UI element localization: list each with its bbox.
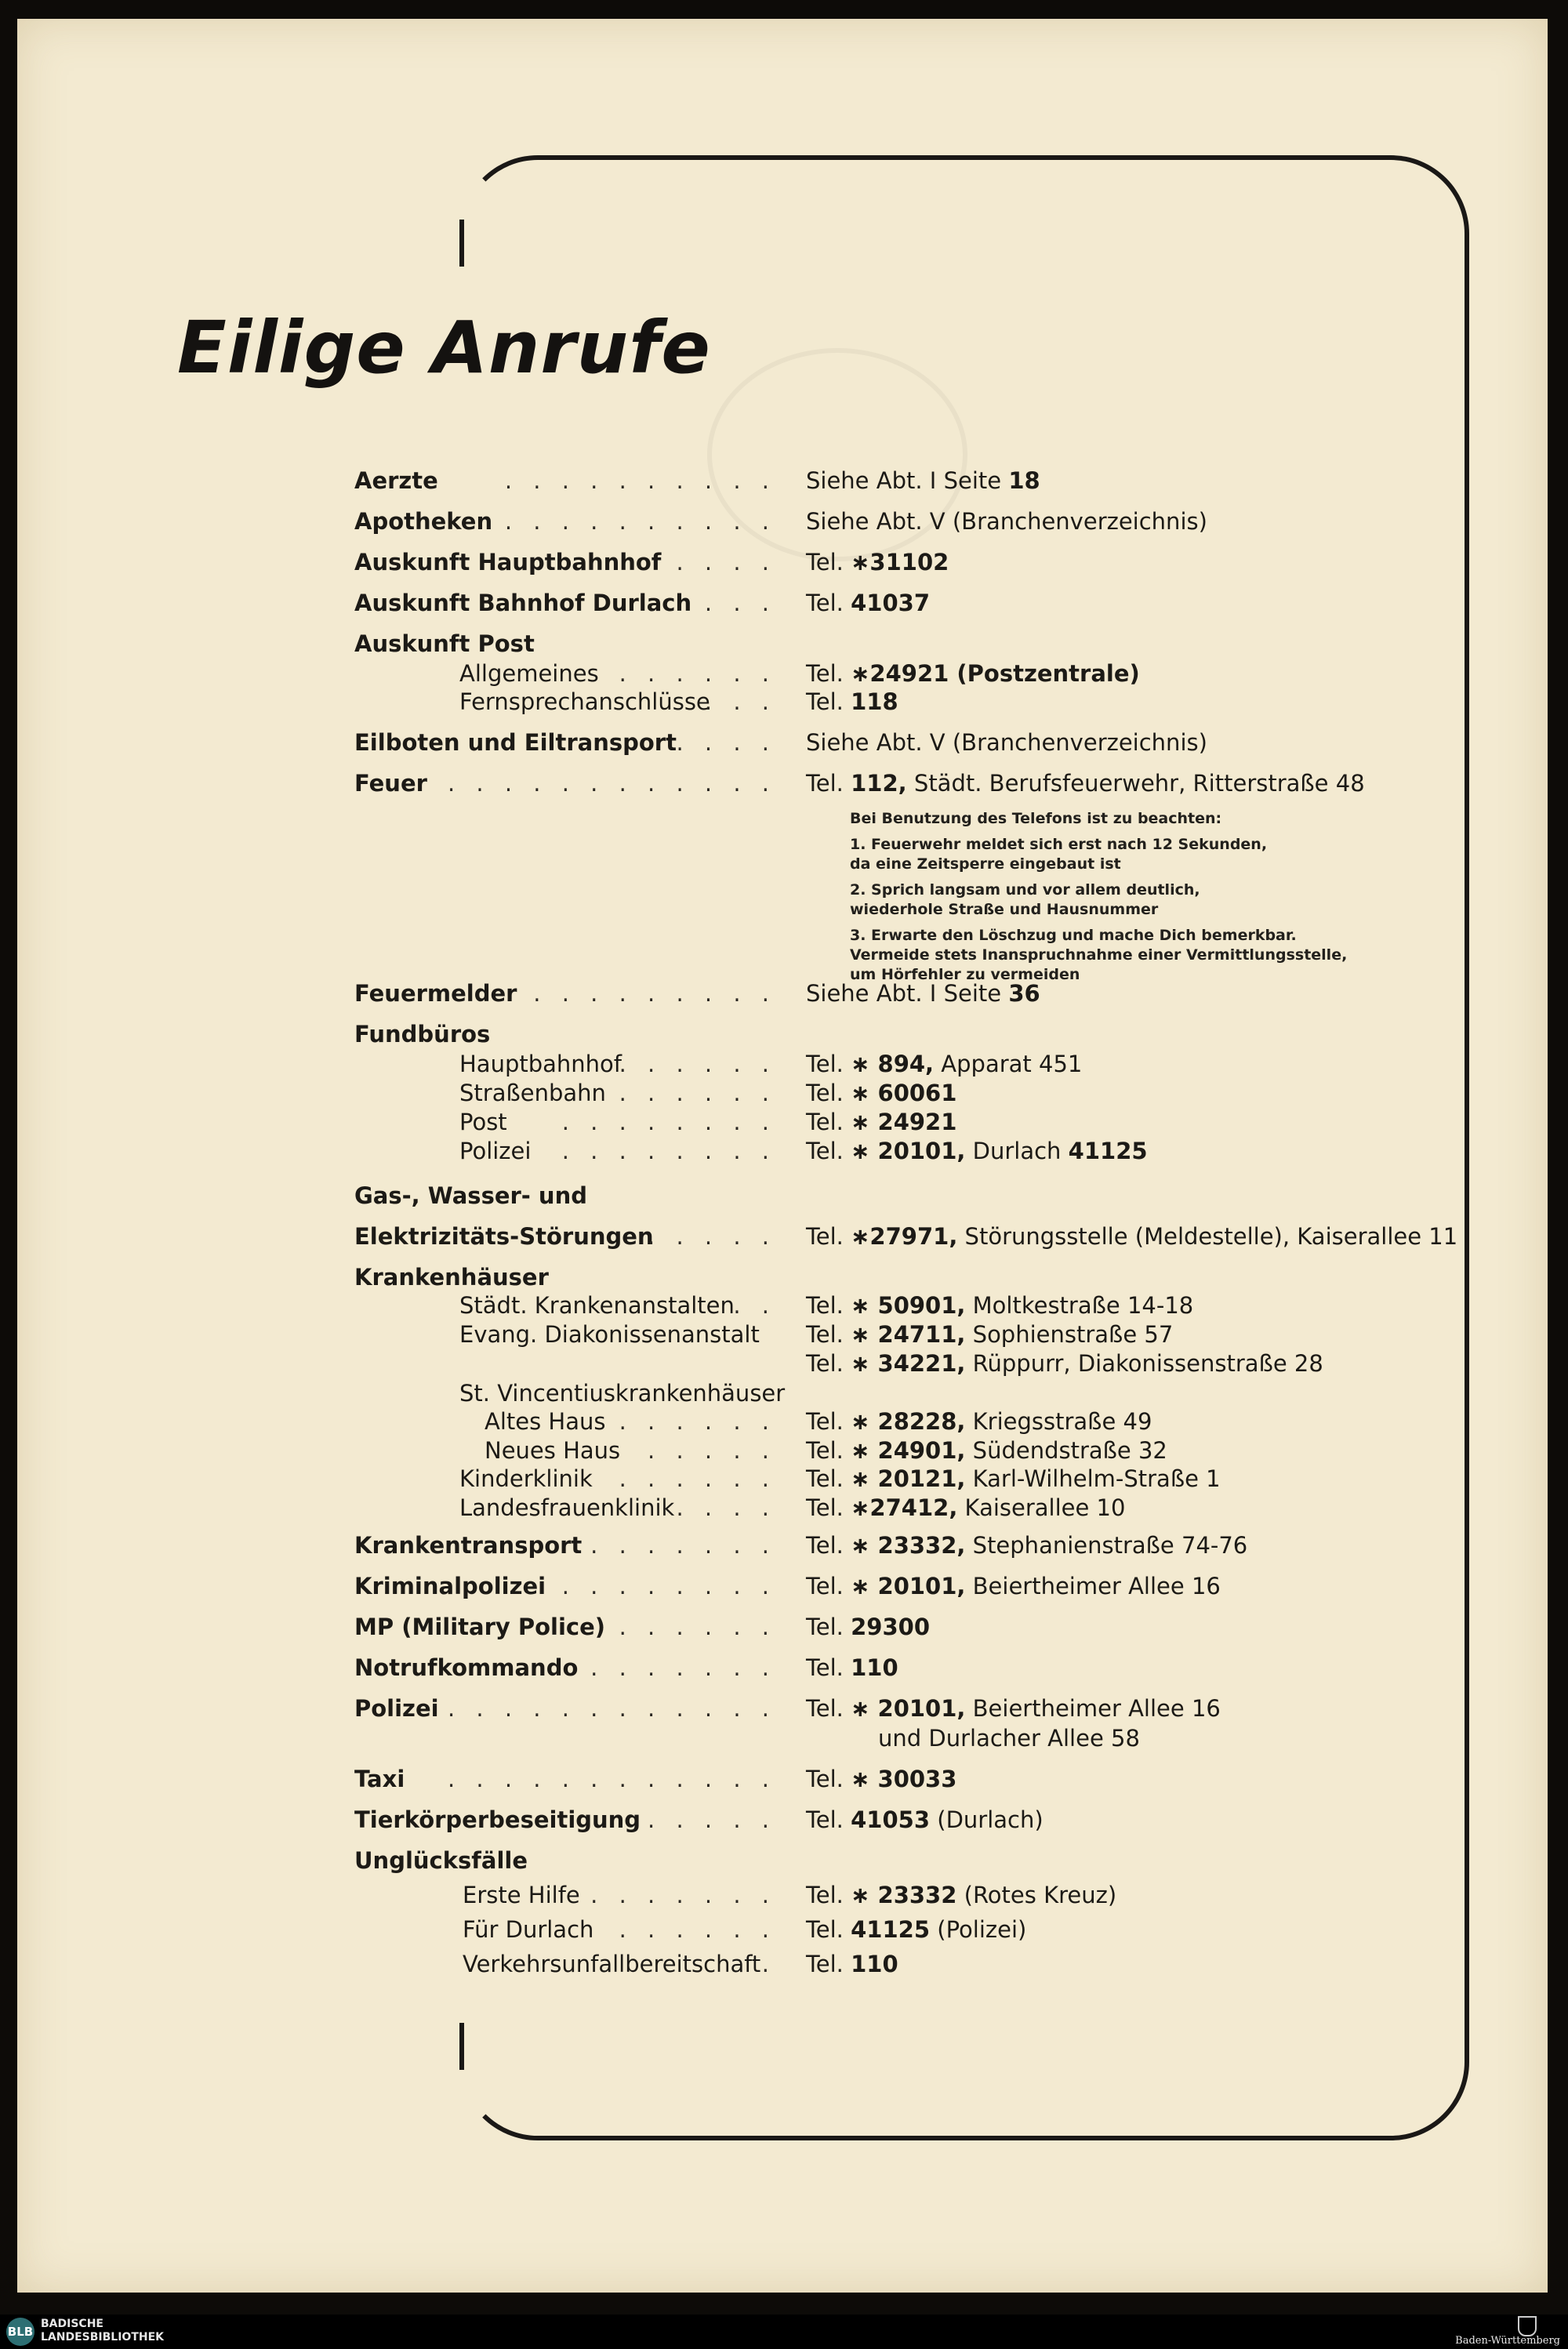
entry-value: Tel. ∗27971, Störungsstelle (Meldestelle), Kaiserallee 11 — [806, 1223, 1458, 1250]
entry-row — [0, 1138, 1568, 1169]
entry-row — [0, 1264, 1568, 1295]
entry-value: Tel. ∗31102 — [806, 549, 949, 575]
entry-value: Tel. ∗ 50901, Moltkestraße 14-18 — [806, 1292, 1194, 1319]
entry-value: Tel. 41125 (Polizei) — [806, 1916, 1027, 1943]
entry-label: Für Durlach — [463, 1916, 594, 1943]
entry-row — [0, 1437, 1568, 1469]
leader-dots: . . . — [704, 590, 776, 616]
fire-instructions-note: Bei Benutzung des Telefons ist zu beachten: 1. Feuerwehr meldet sich erst nach 12 Sekunden, da eine Zeitsperre eingebaut ist 2. Sprich langsam und vor allem deutlich, wiederhole Straße und Hausnummer 3. Erwarte den Löschzug und mache Dich bemerkbar. Vermeide stets Inanspruchnahme einer Vermittlungsstelle, um Hörfehler zu vermeiden — [850, 810, 1348, 983]
entry-row — [0, 729, 1568, 761]
entry-label: MP (Military Police) — [354, 1614, 606, 1640]
leader-dots: . . . . . . . . — [561, 1138, 776, 1164]
entry-label: Auskunft Hauptbahnhof — [354, 549, 662, 575]
entry-value: Tel. ∗27412, Kaiserallee 10 — [806, 1494, 1126, 1521]
entry-value: Siehe Abt. V (Branchenverzeichnis) — [806, 729, 1207, 756]
entry-row — [0, 1380, 1568, 1411]
entry-row — [0, 1766, 1568, 1797]
entry-row — [0, 1614, 1568, 1645]
entry-row — [0, 1847, 1568, 1879]
entry-row — [0, 1882, 1568, 1913]
entry-row — [0, 467, 1568, 499]
leader-dots: . . . . . . . — [590, 1882, 776, 1908]
leader-dots: . . . — [704, 688, 776, 715]
entry-label: Gas-, Wasser- und — [354, 1182, 587, 1209]
entry-label: Elektrizitäts-Störungen — [354, 1223, 654, 1250]
entry-value: Siehe Abt. V (Branchenverzeichnis) — [806, 508, 1207, 535]
entry-label: Feuer — [354, 770, 427, 797]
entry-label: Fernsprechanschlüsse — [459, 688, 710, 715]
entry-label: Tierkörperbeseitigung — [354, 1806, 641, 1833]
leader-dots: . . . . . . . . . . — [504, 508, 776, 535]
entry-label: Kinderklinik — [459, 1465, 593, 1492]
entry-label: Polizei — [354, 1695, 439, 1722]
leader-dots: . . — [733, 1292, 776, 1319]
entry-value: Tel. 41037 — [806, 590, 931, 616]
entry-label: Auskunft Post — [354, 630, 535, 657]
entry-row — [0, 1080, 1568, 1111]
entry-value: Tel. ∗ 28228, Kriegsstraße 49 — [806, 1408, 1152, 1435]
entry-label: Apotheken — [354, 508, 493, 535]
entry-row — [0, 1408, 1568, 1440]
leader-dots: . . . . . . . . . . — [504, 467, 776, 494]
entry-label: Fundbüros — [354, 1021, 491, 1047]
entry-row — [0, 1494, 1568, 1526]
entry-label: Erste Hilfe — [463, 1882, 580, 1908]
entry-label: Kriminalpolizei — [354, 1573, 546, 1599]
entry-label: Feuermelder — [354, 980, 517, 1007]
leader-dots: . . . . . . — [619, 1051, 776, 1077]
entry-row — [0, 1051, 1568, 1082]
entry-value: Tel. 112, Städt. Berufsfeuerwehr, Ritterstraße 48 — [806, 770, 1365, 797]
entry-row — [0, 770, 1568, 801]
entry-label: Verkehrsunfallbereitschaft — [463, 1951, 761, 1977]
entry-row — [0, 688, 1568, 720]
entry-label: Altes Haus — [485, 1408, 606, 1435]
entry-label: Aerzte — [354, 467, 438, 494]
frame-tick-top — [459, 220, 464, 267]
library-name: BADISCHE LANDESBIBLIOTHEK — [41, 2318, 165, 2344]
entry-value: Tel. 118 — [806, 688, 898, 715]
leader-dots: . . . . . . . . . — [533, 980, 776, 1007]
entry-label: St. Vincentiuskrankenhäuser — [459, 1380, 786, 1407]
leader-dots: . . . . — [676, 549, 776, 575]
leader-dots: . . . . . . . — [590, 1654, 776, 1681]
entry-label: Polizei — [459, 1138, 532, 1164]
entry-row — [0, 1916, 1568, 1948]
entry-row — [0, 1109, 1568, 1140]
entry-value: Tel. ∗24921 (Postzentrale) — [806, 660, 1140, 687]
entry-row — [0, 508, 1568, 539]
entry-row — [0, 1573, 1568, 1604]
entry-value: Tel. ∗ 60061 — [806, 1080, 957, 1106]
leader-dots: . . . . . — [648, 1223, 776, 1250]
leader-dots: . . . . . — [648, 1437, 776, 1464]
entry-label: Eilboten und Eiltransport — [354, 729, 677, 756]
entry-value: Tel. ∗ 20101, Durlach 41125 — [806, 1138, 1148, 1164]
entry-value: Tel. ∗ 894, Apparat 451 — [806, 1051, 1083, 1077]
entry-value: Tel. 29300 — [806, 1614, 931, 1640]
entry-value: Siehe Abt. I Seite 36 — [806, 980, 1040, 1007]
entry-value: Tel. ∗ 30033 — [806, 1766, 957, 1792]
leader-dots: . . . . . . . . . . . . — [447, 1695, 776, 1722]
entry-value: Tel. ∗ 24711, Sophienstraße 57 — [806, 1321, 1174, 1348]
entry-row — [0, 549, 1568, 580]
leader-dots: . . . . — [676, 729, 776, 756]
leader-dots: . . . . . . . — [590, 1532, 776, 1559]
library-logo-icon: BLB — [6, 2318, 34, 2346]
entry-label: Notrufkommando — [354, 1654, 579, 1681]
entry-label: Taxi — [354, 1766, 405, 1792]
entry-value: und Durlacher Allee 58 — [878, 1725, 1140, 1752]
entry-row — [0, 630, 1568, 662]
entry-row — [0, 1465, 1568, 1497]
entry-row — [0, 1654, 1568, 1686]
entry-value: Tel. ∗ 24901, Südendstraße 32 — [806, 1437, 1167, 1464]
state-crest-icon — [1518, 2316, 1537, 2336]
leader-dots: . . . . . . — [619, 1080, 776, 1106]
entry-value: Tel. ∗ 24921 — [806, 1109, 957, 1135]
entry-value: Tel. 110 — [806, 1951, 898, 1977]
entry-row — [0, 1021, 1568, 1052]
leader-dots: . . . . . . . . — [561, 1109, 776, 1135]
entry-row — [0, 1350, 1568, 1381]
entry-row — [0, 1223, 1568, 1254]
entry-row — [0, 590, 1568, 621]
entry-row — [0, 1292, 1568, 1323]
entry-label: Hauptbahnhof — [459, 1051, 622, 1077]
entry-row — [0, 1695, 1568, 1726]
entry-row — [0, 1951, 1568, 1982]
state-name: Baden-Württemberg — [1455, 2335, 1560, 2347]
entry-row — [0, 660, 1568, 692]
entry-label: Neues Haus — [485, 1437, 621, 1464]
entry-label: Evang. Diakonissenanstalt — [459, 1321, 760, 1348]
entry-row — [0, 1321, 1568, 1352]
entry-label: Post — [459, 1109, 507, 1135]
entry-value: Tel. ∗ 23332, Stephanienstraße 74-76 — [806, 1532, 1248, 1559]
entry-row — [0, 1725, 1568, 1756]
entry-value: Tel. ∗ 23332 (Rotes Kreuz) — [806, 1882, 1117, 1908]
entry-value: Tel. ∗ 20101, Beiertheimer Allee 16 — [806, 1695, 1221, 1722]
entry-row — [0, 1532, 1568, 1563]
entry-row — [0, 1806, 1568, 1838]
entry-value: Siehe Abt. I Seite 18 — [806, 467, 1040, 494]
footer-bar — [0, 2315, 1568, 2349]
entry-label: Landesfrauenklinik — [459, 1494, 675, 1521]
leader-dots: . . . . . . — [619, 1465, 776, 1492]
entry-value: Tel. 41053 (Durlach) — [806, 1806, 1044, 1833]
leader-dots: . . . . . . — [619, 1408, 776, 1435]
entry-label: Unglücksfälle — [354, 1847, 528, 1874]
frame-tick-bottom — [459, 2023, 464, 2070]
entry-label: Städt. Krankenanstalten — [459, 1292, 735, 1319]
leader-dots: . . . . . . . . . . . . — [447, 770, 776, 797]
entry-label: Auskunft Bahnhof Durlach — [354, 590, 692, 616]
entry-value: Tel. ∗ 34221, Rüppurr, Diakonissenstraße 28 — [806, 1350, 1323, 1377]
leader-dots: . . . . . — [648, 1806, 776, 1833]
entry-label: Straßenbahn — [459, 1080, 606, 1106]
leader-dots: . . . . . . . . . . . . — [447, 1766, 776, 1792]
leader-dots: . . . . — [676, 1494, 776, 1521]
entry-value: Tel. ∗ 20101, Beiertheimer Allee 16 — [806, 1573, 1221, 1599]
leader-dots: . . . . . . — [619, 1916, 776, 1943]
entry-value: Tel. 110 — [806, 1654, 898, 1681]
leader-dots: . . . . . . . . — [561, 1573, 776, 1599]
entry-row — [0, 980, 1568, 1011]
entry-label: Allgemeines — [459, 660, 599, 687]
leader-dots: . . . . . . — [619, 660, 776, 687]
entry-label: Krankentransport — [354, 1532, 583, 1559]
entry-row — [0, 1182, 1568, 1214]
entry-value: Tel. ∗ 20121, Karl-Wilhelm-Straße 1 — [806, 1465, 1221, 1492]
leader-dots: . — [761, 1951, 776, 1977]
entry-label: Krankenhäuser — [354, 1264, 549, 1291]
leader-dots: . . . . . . — [619, 1614, 776, 1640]
page-title: Eilige Anrufe — [177, 306, 711, 390]
